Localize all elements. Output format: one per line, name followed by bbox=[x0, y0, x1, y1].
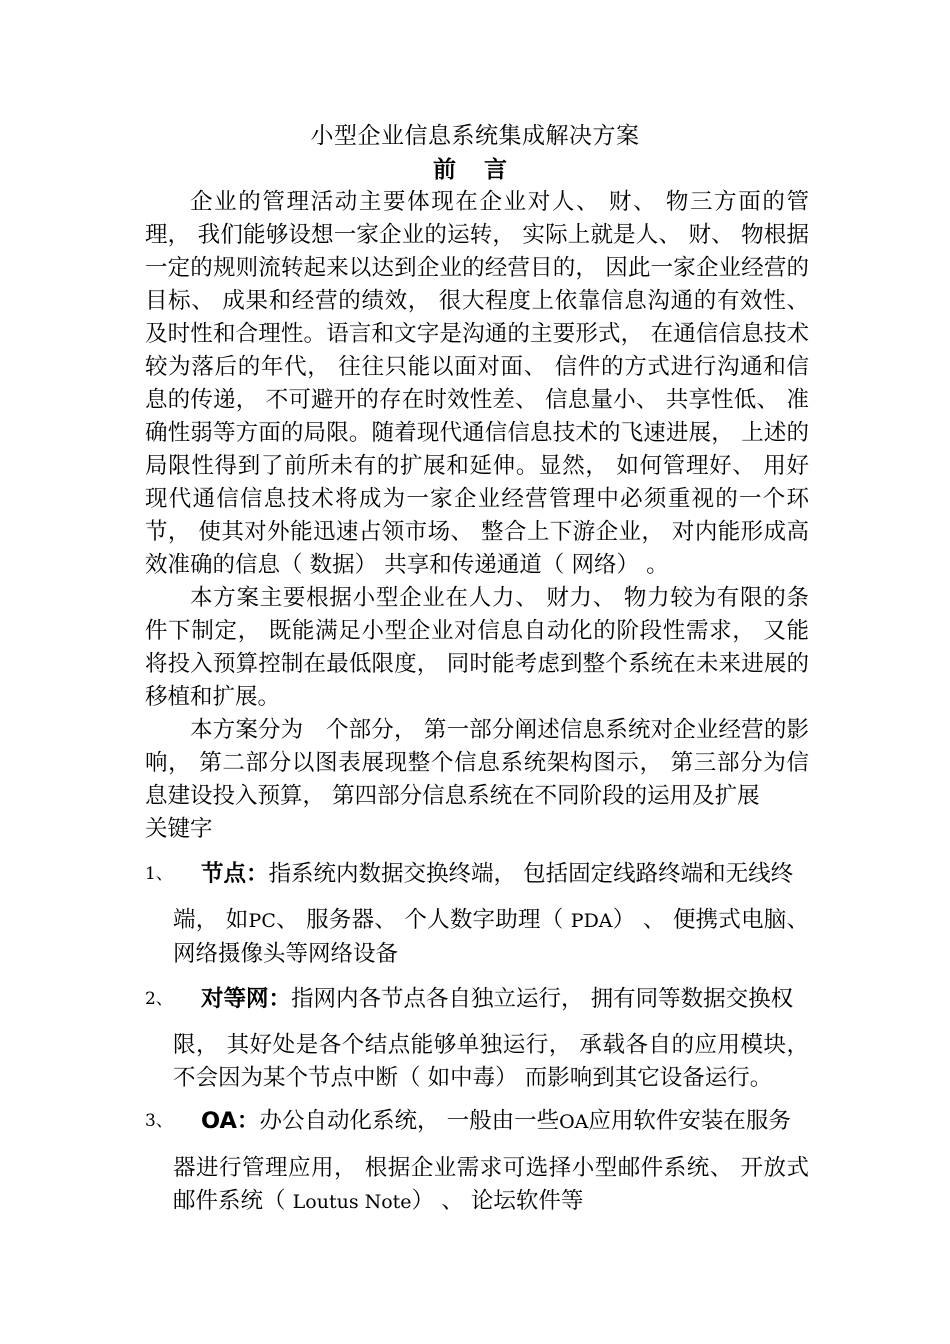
keyword-definition-continued: 限， 其好处是各个结点能够单独运行， 承载各自的应用模块，不会因为某个节点中断（ 如中毒） 而影响到其它设备运行。 bbox=[173, 1032, 809, 1091]
preface-paragraph-3: 本方案分为 个部分， 第一部分阐述信息系统对企业经营的影响， 第二部分以图表展现整个信息系统架构图示， 第三部分为信息建设投入预算， 第四部分信息系统在不同阶段的运用及扩展 bbox=[145, 717, 809, 809]
keyword-latin-term: Loutus Note bbox=[292, 1191, 412, 1213]
keyword-definition-start: 指网内各节点各自独立运行， 拥有同等数据交换权 bbox=[291, 986, 794, 1012]
keyword-definition-continued: ） 、 论坛软件等 bbox=[411, 1188, 584, 1214]
keyword-latin-term: PC bbox=[248, 910, 276, 932]
keyword-first-line bbox=[173, 858, 809, 891]
keyword-body bbox=[173, 858, 809, 971]
keyword-term: OA： bbox=[201, 1108, 260, 1134]
keyword-definition-start: 应用软件安装在服务 bbox=[588, 1108, 791, 1134]
keyword-term: 对等网： bbox=[201, 986, 292, 1012]
keyword-number: 2、 bbox=[145, 989, 173, 1009]
keyword-number: 3、 bbox=[145, 1111, 173, 1131]
keyword-first-line bbox=[173, 983, 809, 1016]
document-title: 小型企业信息系统集成解决方案 bbox=[310, 123, 640, 149]
keyword-latin-term: PDA bbox=[570, 910, 613, 932]
keyword-definition-continued: 器进行管理应用， 根据企业需求可选择小型邮件系统、 开放式邮件系统（ bbox=[173, 1155, 809, 1214]
keyword-heading: 关键字 bbox=[145, 816, 213, 842]
keyword-first-line bbox=[173, 1105, 809, 1139]
keyword-definition-start: 办公自动化系统， 一般由一些 bbox=[259, 1108, 560, 1134]
keyword-definition-continued: ） 、 便携式电脑、网络摄像头等网络设备 bbox=[173, 907, 809, 967]
keyword-definition-continued: 、 服务器、 个人数字助理（ bbox=[275, 907, 571, 933]
keyword-definition-continued: 端， 如 bbox=[173, 907, 249, 933]
keyword-number: 1、 bbox=[145, 864, 173, 884]
preface-paragraph-2: 本方案主要根据小型企业在人力、 财力、 物力较为有限的条件下制定， 既能满足小型企业对信息自动化的阶段性需求， 又能将投入预算控制在最低限度， 同时能考虑到整个系统在未来进展的移植和扩展。 bbox=[145, 585, 809, 710]
keyword-body bbox=[173, 983, 809, 1095]
preface-paragraph-1: 企业的管理活动主要体现在企业对人、 财、 物三方面的管理， 我们能够设想一家企业的运转， 实际上就是人、 财、 物根据一定的规则流转起来以达到企业的经营目的， 因此一家企业经营的目标、 成果和经营的绩效， 很大程度上依靠信息沟通的有效性、 及时性和合理性。语言和文字是沟通的主要形式， 在通信信息技术较为落后的年代， 往往只能以面对面、 信件的方式进行沟通和信息的传递， 不可避开的存在时效性差、 信息量小、 共享性低、 准确性弱等方面的局限。随着现代通信信息技术的飞速进展， 上述的局限性得到了前所未有的扩展和延伸。显然， 如何管理好、 用好现代通信信息技术将成为一家企业经营管理中必须重视的一个环节， 使其对外能迅速占领市场、 整合上下游企业， 对内能形成高效准确的信息（ 数据） 共享和传递通道（ 网络） 。 bbox=[145, 189, 809, 578]
preface-heading: 前 言 bbox=[432, 157, 517, 183]
keyword-term: 节点： bbox=[201, 861, 269, 887]
keyword-body bbox=[173, 1105, 809, 1219]
keyword-definition-start: 指系统内数据交换终端， 包括固定线路终端和无线终 bbox=[268, 861, 794, 887]
keyword-latin-term: OA bbox=[559, 1111, 589, 1133]
